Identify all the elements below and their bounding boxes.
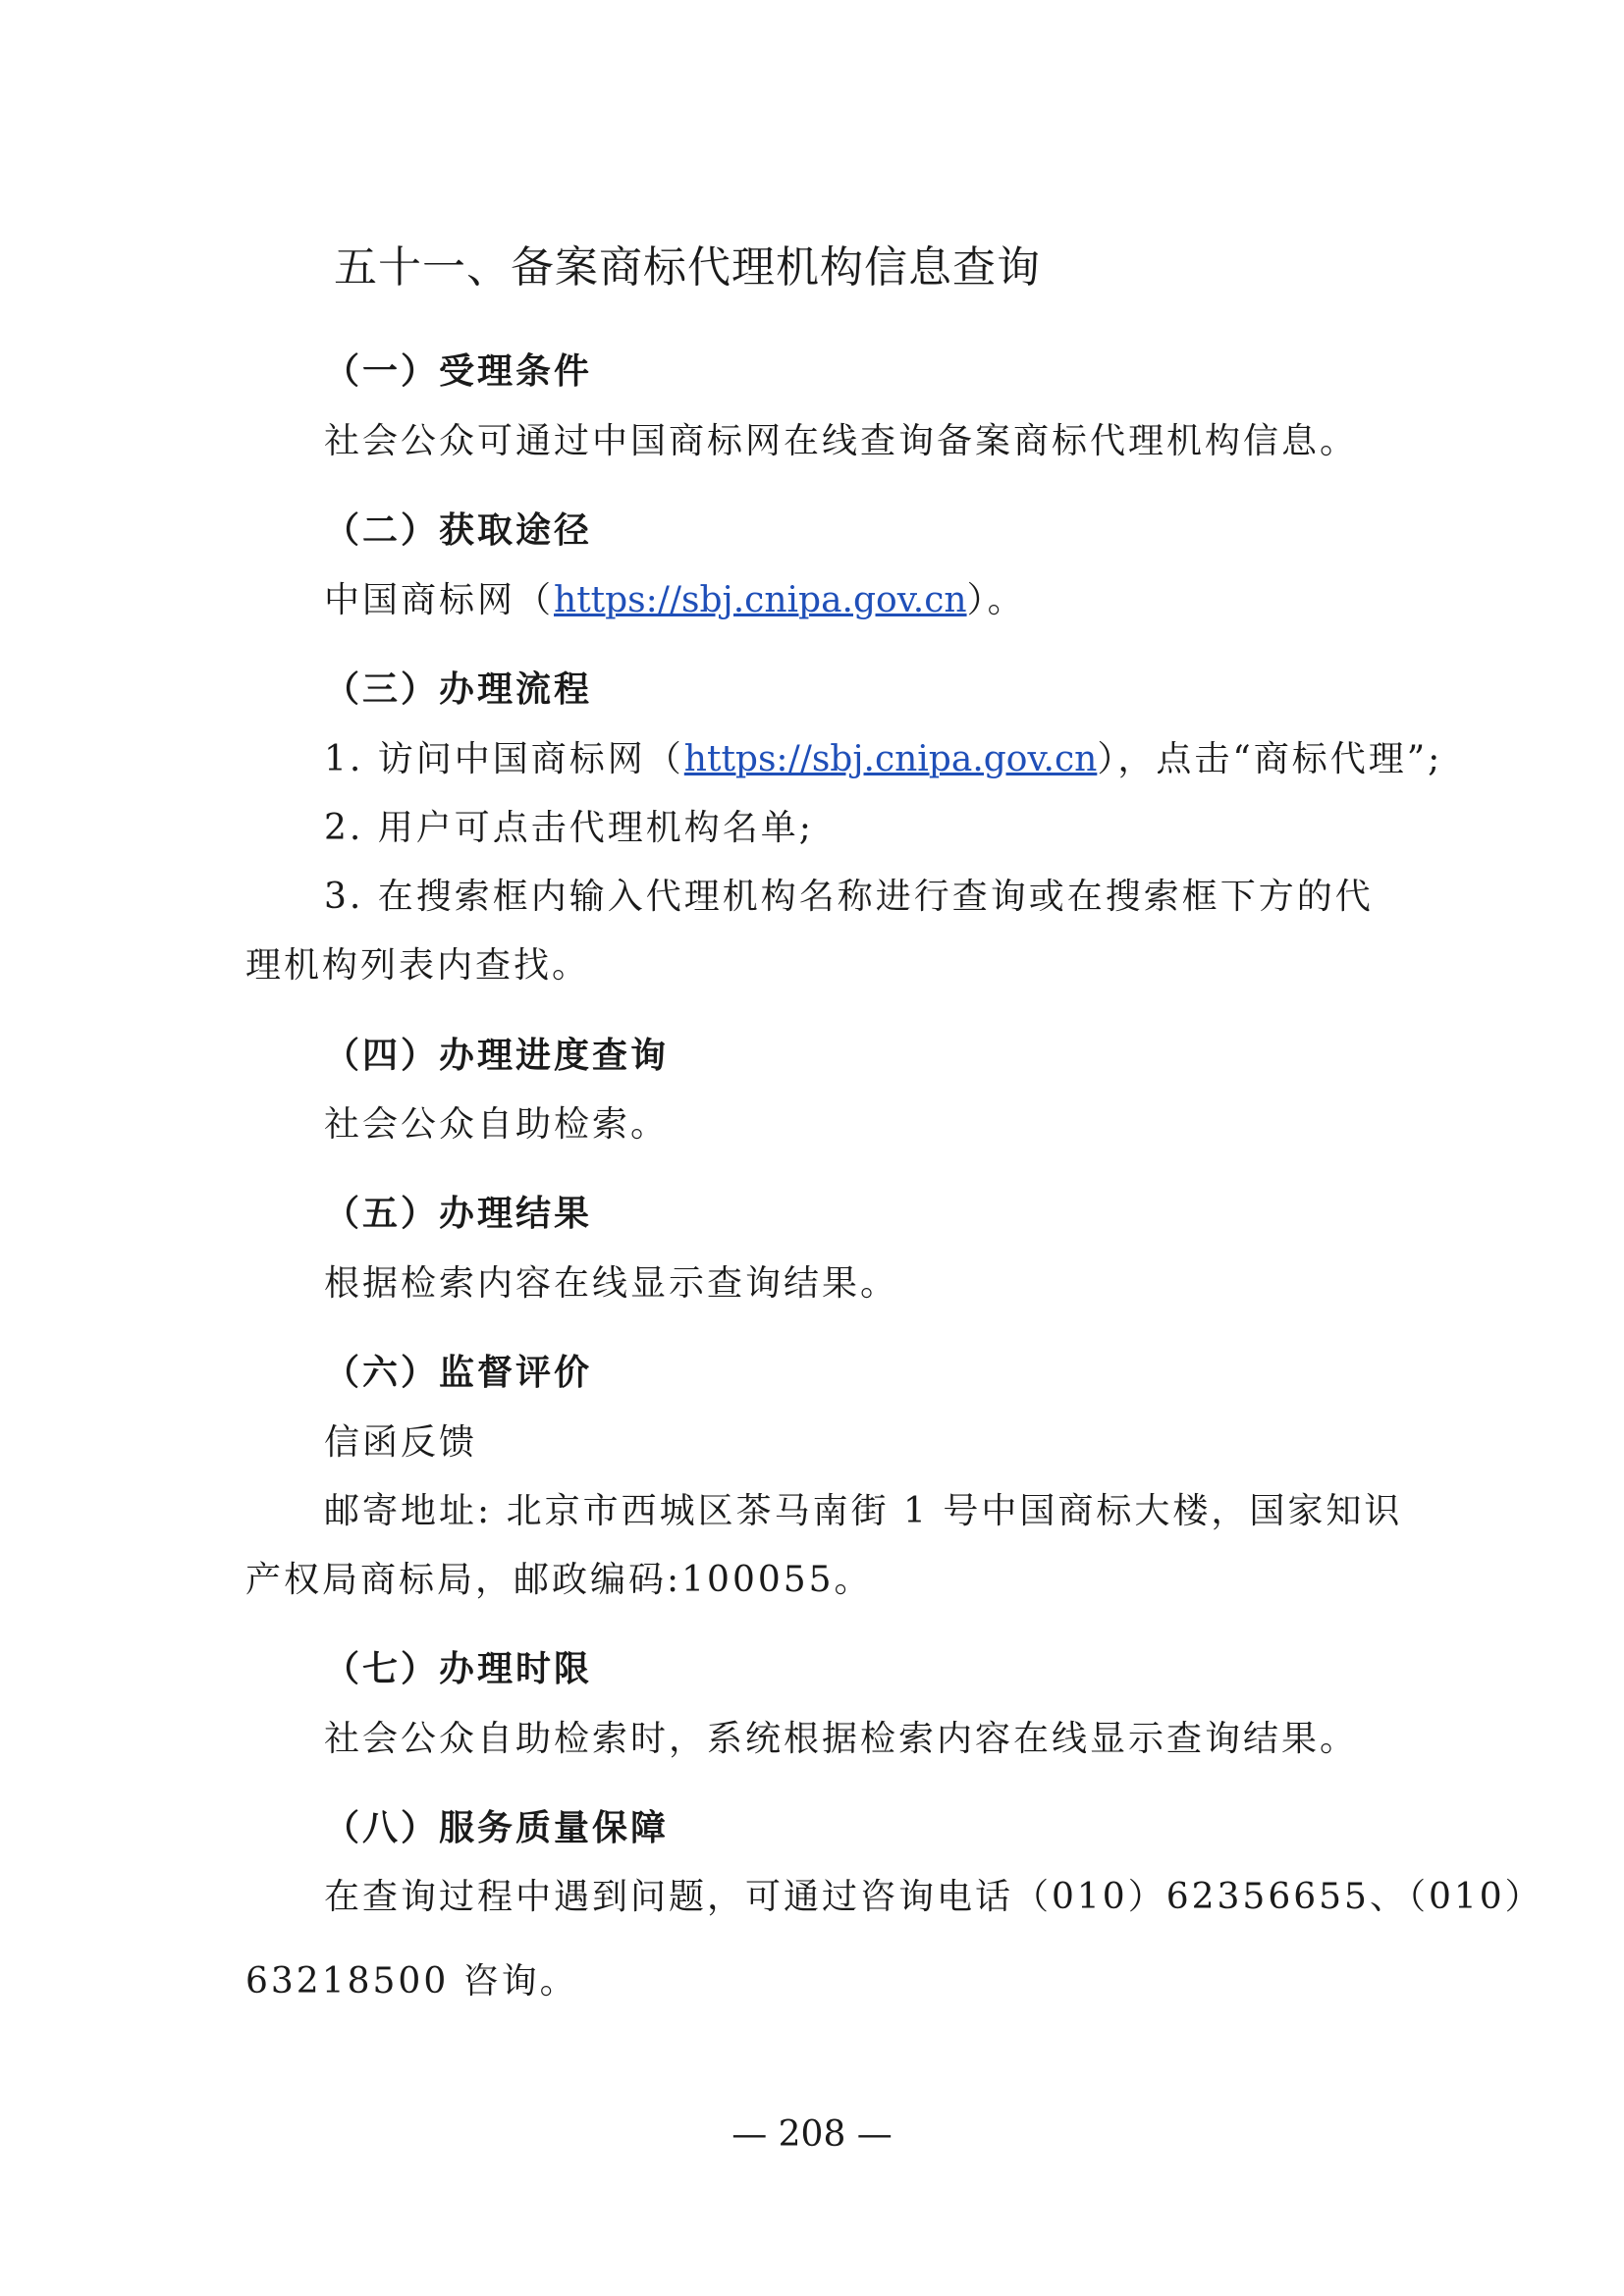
section-heading-5: （五）办理结果 bbox=[324, 1194, 593, 1234]
section-7-text: 社会公众自助检索时，系统根据检索内容在线显示查询结果。 bbox=[324, 1719, 1359, 1759]
page-number: — 208 — bbox=[731, 2114, 893, 2155]
process-step-1-suffix: ），点击“商标代理”; bbox=[1097, 739, 1443, 779]
section-heading-6: （六）监督评价 bbox=[324, 1353, 593, 1393]
section-2-text bbox=[324, 572, 1026, 622]
process-step-2: 2. 用户可点击代理机构名单; bbox=[324, 808, 814, 848]
process-step-3-line-2: 理机构列表内查找。 bbox=[245, 945, 591, 986]
section-4-text: 社会公众自助检索。 bbox=[324, 1104, 670, 1145]
section-heading-8: （八）服务质量保障 bbox=[324, 1808, 670, 1848]
section-2-suffix: ）。 bbox=[966, 580, 1026, 620]
section-heading-3: （三）办理流程 bbox=[324, 669, 593, 710]
section-6-line-2: 邮寄地址: 北京市西城区茶马南街 1 号中国商标大楼，国家知识 bbox=[324, 1491, 1403, 1531]
page-title: 五十一、备案商标代理机构信息查询 bbox=[334, 242, 1041, 293]
section-heading-4: （四）办理进度查询 bbox=[324, 1036, 670, 1076]
section-2-prefix: 中国商标网（ bbox=[324, 580, 555, 620]
section-heading-7: （七）办理时限 bbox=[324, 1649, 593, 1689]
process-step-3-line-1: 3. 在搜索框内输入代理机构名称进行查询或在搜索框下方的代 bbox=[324, 877, 1374, 917]
sbj-link[interactable]: https://sbj.cnipa.gov.cn bbox=[554, 580, 967, 620]
section-6-line-1: 信函反馈 bbox=[324, 1422, 478, 1463]
section-8-line-1: 在查询过程中遇到问题，可通过咨询电话（010）62356655、（010） bbox=[324, 1877, 1543, 1917]
process-step-1 bbox=[324, 731, 1442, 781]
section-1-text: 社会公众可通过中国商标网在线查询备案商标代理机构信息。 bbox=[324, 421, 1359, 461]
section-5-text: 根据检索内容在线显示查询结果。 bbox=[324, 1263, 899, 1304]
section-6-line-3: 产权局商标局，邮政编码:100055。 bbox=[245, 1560, 873, 1600]
process-step-1-prefix: 1. 访问中国商标网（ bbox=[324, 739, 684, 779]
section-heading-1: （一）受理条件 bbox=[324, 351, 593, 392]
section-8-line-2: 63218500 咨询。 bbox=[245, 1961, 578, 2002]
section-heading-2: （二）获取途径 bbox=[324, 510, 593, 551]
sbj-link-2[interactable]: https://sbj.cnipa.gov.cn bbox=[683, 739, 1098, 779]
